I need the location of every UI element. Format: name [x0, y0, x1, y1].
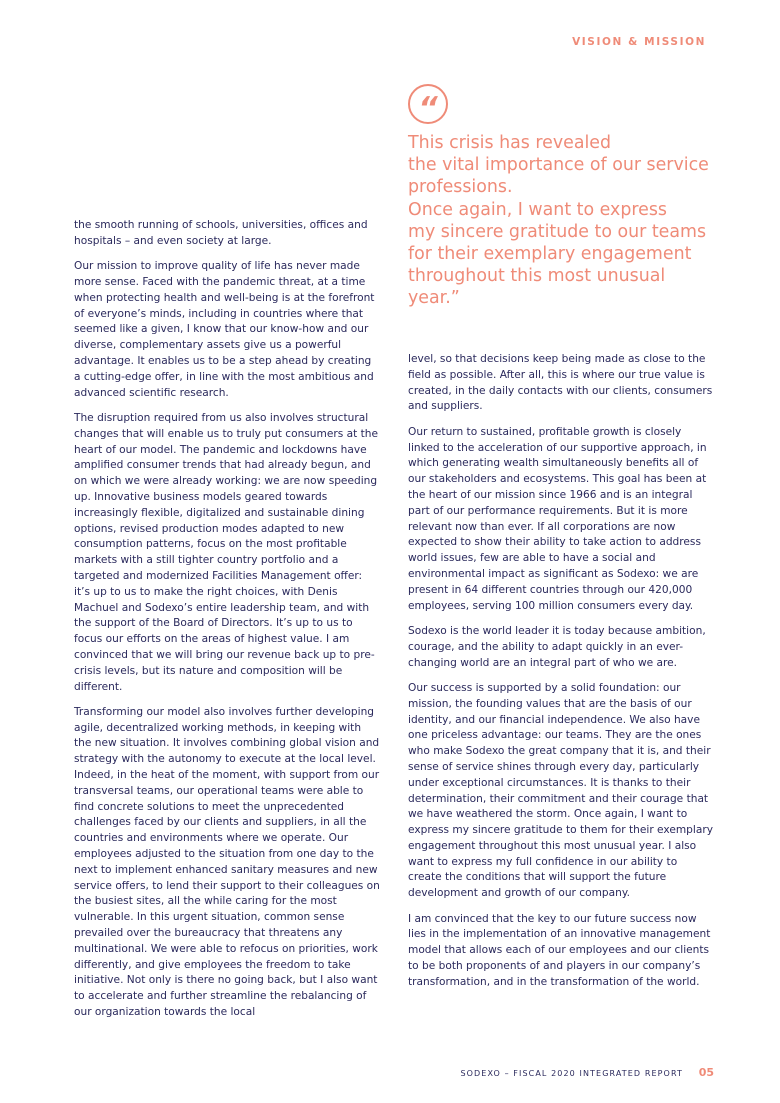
pull-quote-line: professions.: [408, 177, 513, 198]
pull-quote-line: my sincere gratitude to our teams: [408, 221, 707, 242]
body-paragraph: Sodexo is the world leader it is today because ambition, courage, and the ability to adapt quickly in an ever-changing world are an integral part of who we are.: [408, 624, 706, 669]
body-paragraph: I am convinced that the key to our future success now lies in the implementation of an innovative management model that allows each of our employees and our clients to be both proponents of and players in our company’s transformation, and in the transformation of the world.: [408, 912, 711, 988]
quote-mark-icon: “: [408, 84, 448, 124]
body-paragraph: the smooth running of schools, universities, offices and hospitals – and even society at large.: [74, 219, 368, 247]
pull-quote-line: year.”: [408, 288, 460, 309]
section-label: VISION & MISSION: [572, 36, 706, 48]
left-column: [74, 218, 380, 1030]
body-paragraph: The disruption required from us also involves structural changes that will enable us to truly put consumers at the heart of our model. The pandemic and lockdowns have amplified consumer trends that had already begun, and on which we were already working: we are now speeding up. Innovative business models geared towards increasingly flexible, digitalized and sustainable dining options, revised production modes adapted to new consumption patterns, focus on the most profitable markets with a still tighter country portfolio and a targeted and modernized Facilities Management offer: it’s up to us to make the right choices, with Denis Machuel and Sodexo’s entire leadership team, and with the support of the Board of Directors. It’s up to us to focus our efforts on the areas of highest value. I am convinced that we will bring our revenue back up to pre-crisis levels, but its nature and composition will be different.: [74, 411, 378, 693]
right-column: [408, 352, 714, 1000]
body-paragraph: Our success is supported by a solid foundation: our mission, the founding values that are the basis of our identity, and our financial independence. We also have one priceless advantage: our teams. They are the ones who make Sodexo the great company that it is, and their sense of service shines through every day, particularly under exceptional circumstances. It is thanks to their determination, their commitment and their courage that we have weathered the storm. Once again, I want to express my sincere gratitude to them for their exemplary engagement throughout this most unusual year. I also want to express my full confidence in our ability to create the conditions that will support the future development and growth of our company.: [408, 681, 713, 900]
body-paragraph: Our return to sustained, profitable growth is closely linked to the acceleration of our supportive approach, in which generating wealth simultaneously benefits all of our stakeholders and ecosystems. This goal has been at the heart of our mission since 1966 and is an integral part of our performance requirements. But it is more relevant now than ever. If all corporations are now expected to show their ability to take action to address world issues, few are able to have a social and environmental impact as significant as Sodexo: we are present in 64 different countries through our 420,000 employees, serving 100 million consumers every day.: [408, 425, 707, 612]
page-footer: [460, 1066, 714, 1079]
body-paragraph: Transforming our model also involves further developing agile, decentralized working methods, in keeping with the new situation. It involves combining global vision and strategy with the autonomy to execute at the local level. Indeed, in the heat of the moment, with support from our transversal teams, our operational teams were able to find concrete solutions to meet the unprecedented challenges faced by our clients and suppliers, in all the countries and environments where we operate. Our employees adjusted to the situation from one day to the next to implement enhanced sanitary measures and new service offers, to lend their support to their colleagues on the busiest sites, all the while caring for the most vulnerable. In this urgent situation, common sense prevailed over the bureaucracy that threatens any multinational. We were able to refocus on priorities, work differently, and give employees the freedom to take initiative. Not only is there no going back, but I also want to accelerate and further streamline the rebalancing of our organization towards the local: [74, 705, 380, 1019]
pull-quote: [408, 132, 728, 310]
report-title: SODEXO – FISCAL 2020 INTEGRATED REPORT: [460, 1069, 684, 1078]
page-number: 05: [698, 1066, 714, 1079]
pull-quote-line: the vital importance of our service: [408, 155, 709, 176]
pull-quote-line: Once again, I want to express: [408, 199, 667, 220]
body-paragraph: level, so that decisions keep being made as close to the field as possible. After all, this is where our true value is created, in the daily contacts with our clients, consumers and suppliers.: [408, 353, 713, 413]
pull-quote-line: for their exemplary engagement: [408, 244, 692, 265]
pull-quote-line: This crisis has revealed: [408, 133, 612, 153]
pull-quote-line: throughout this most unusual: [408, 266, 666, 287]
body-paragraph: Our mission to improve quality of life has never made more sense. Faced with the pandemic threat, at a time when protecting health and well-being is at the forefront of everyone’s minds, including in countries where that seemed like a given, I know that our know-how and our diverse, complementary assets give us a powerful advantage. It enables us to be a step ahead by creating a cutting-edge offer, in line with the most ambitious and advanced scientific research.: [74, 260, 375, 399]
